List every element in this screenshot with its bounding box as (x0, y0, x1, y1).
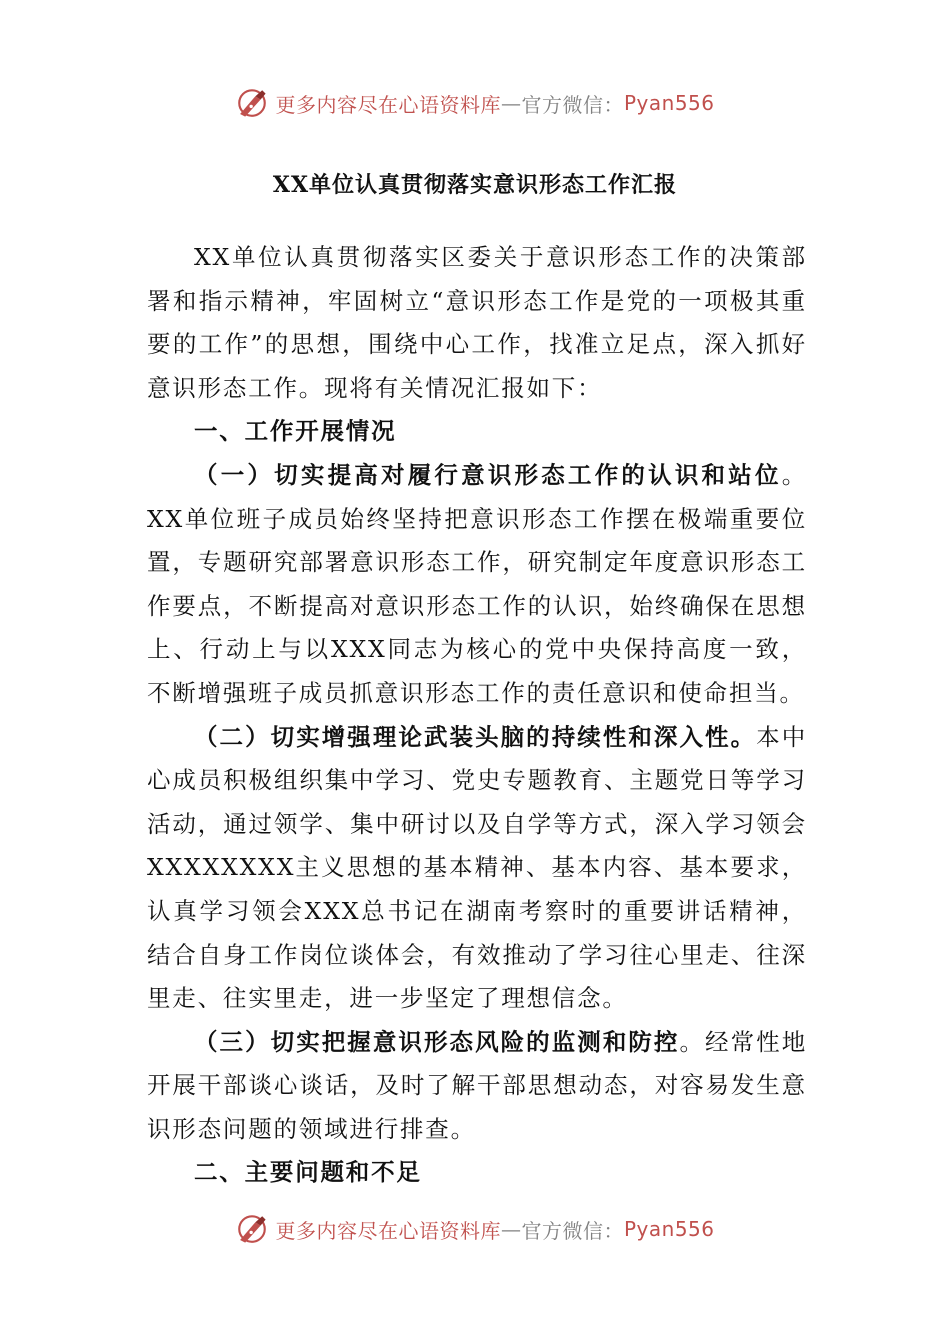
watermark-main-text: 更多内容尽在心语资料库 (275, 1218, 501, 1243)
item-title-2: （二）切实增强理论武装头脑的持续性和深入性。 (194, 722, 757, 751)
item-paragraph-3 (147, 1021, 807, 1152)
document-body (147, 236, 807, 1195)
item-text-2: 本中心成员积极组织集中学习、党史专题教育、主题党日等学习活动，通过领学、集中研讨以及自学等方式，深入学习领会XXXXXXXX主义思想的基本精神、基本内容、基本要求，认真学习领会XXX总书记在湖南考察时的重要讲话精神，结合自身工作岗位谈体会，有效推动了学习往心里走、往深里走、往实里走，进一步坚定了理想信念。 (147, 722, 807, 1013)
item-title-3: （三）切实把握意识形态风险的监测和防控 (194, 1027, 680, 1056)
item-text-3: 。经常性地开展干部谈心谈话，及时了解干部思想动态，对容易发生意识形态问题的领域进行排查。 (147, 1027, 808, 1143)
pen-nib-logo-icon (235, 86, 269, 120)
document-title: XX单位认真贯彻落实意识形态工作汇报 (272, 172, 678, 198)
item-title-1: （一）切实提高对履行意识形态工作的认识和站位 (194, 460, 782, 489)
watermark-header (0, 83, 950, 123)
section-heading-1: 一、工作开展情况 (194, 417, 397, 446)
watermark-label: 官方微信： (521, 92, 624, 117)
item-text-1: XX单位班子成员始终坚持把意识形态工作摆在极端重要位置，专题研究部署意识形态工作，研究制定年度意识形态工作要点，不断提高对意识形态工作的认识，始终确保在思想上、行动上与以XXX同志为核心的党中央保持高度一致，不断增强班子成员抓意识形态工作的责任意识和使命担当。 (147, 504, 807, 707)
watermark-label: 官方微信： (521, 1218, 624, 1243)
item-paragraph-1 (147, 454, 807, 716)
item-paragraph-2 (147, 716, 807, 1021)
intro-paragraph: XX单位认真贯彻落实区委关于意识形态工作的决策部署和指示精神，牢固树立“意识形态工作是党的一项极其重要的工作”的思想，围绕中心工作，找准立足点，深入抓好意识形态工作。现将有关情况汇报如下： (147, 243, 807, 402)
watermark-wechat-id: Pyan556 (623, 1217, 715, 1241)
watermark-main-text: 更多内容尽在心语资料库 (275, 92, 501, 117)
item-title-1-punct: 。 (781, 460, 807, 489)
section-heading-2: 二、主要问题和不足 (194, 1158, 422, 1187)
watermark-footer (0, 1209, 950, 1249)
pen-nib-logo-icon (235, 1212, 269, 1246)
watermark-dash: — (500, 1217, 522, 1241)
watermark-wechat-id: Pyan556 (623, 91, 715, 115)
watermark-dash: — (500, 91, 522, 115)
